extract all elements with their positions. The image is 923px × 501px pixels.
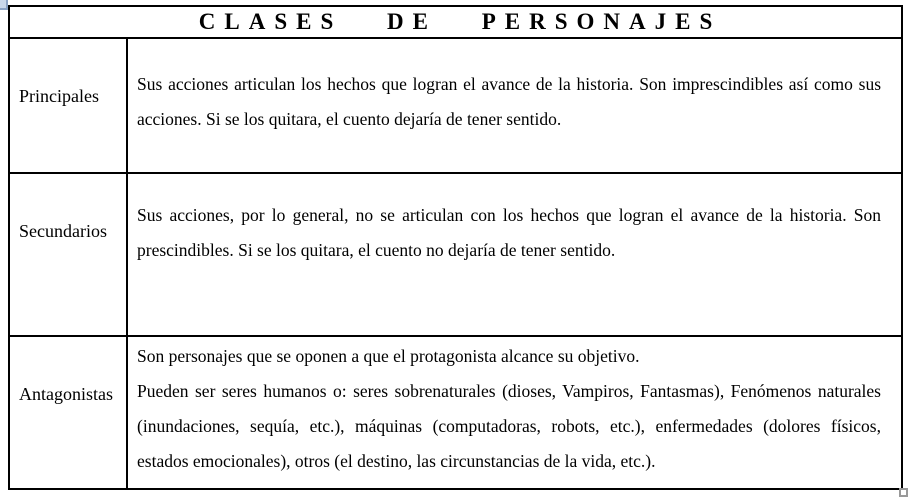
table-row-antagonistas [10,337,901,488]
label-cell-antagonistas [10,337,128,488]
row-label: Secundarios [19,221,107,241]
row-label: Principales [19,86,99,106]
paragraph: Sus acciones, por lo general, no se articulan con los hechos que logran el avance de la historia. Son prescindibles. Si se los quitara, el cuento no dejaría de tener sentido. [137,205,881,260]
text-cell-antagonistas [128,337,901,488]
clases-de-personajes-table [8,5,903,490]
label-cell-principales [10,39,128,172]
table-header-row [10,7,901,39]
paragraph: Pueden ser seres humanos o: seres sobrenaturales (dioses, Vampiros, Fantasmas), Fenómenos naturales (inundaciones, sequía, etc.), máquinas (computadoras, robots, etc.), enfermedades (dolores físicos, estados emocionales), otros (el destino, las circunstancias de la vida, etc.). [137,381,881,471]
label-cell-secundarios [10,174,128,335]
paragraph: Sus acciones articulan los hechos que logran el avance de la historia. Son imprescindibles así como sus acciones. Si se los quitara, el cuento dejaría de tener sentido. [137,74,881,129]
table-row-principales [10,39,901,174]
table-move-handle-icon[interactable] [0,0,8,10]
table-title: CLASES DE PERSONAJES [198,9,722,34]
text-cell-principales [128,39,901,172]
table-resize-handle-icon[interactable] [899,488,908,497]
table-row-secundarios [10,174,901,337]
paragraph: Son personajes que se oponen a que el protagonista alcance su objetivo. [137,346,640,366]
row-label: Antagonistas [19,384,113,404]
text-cell-secundarios [128,174,901,335]
